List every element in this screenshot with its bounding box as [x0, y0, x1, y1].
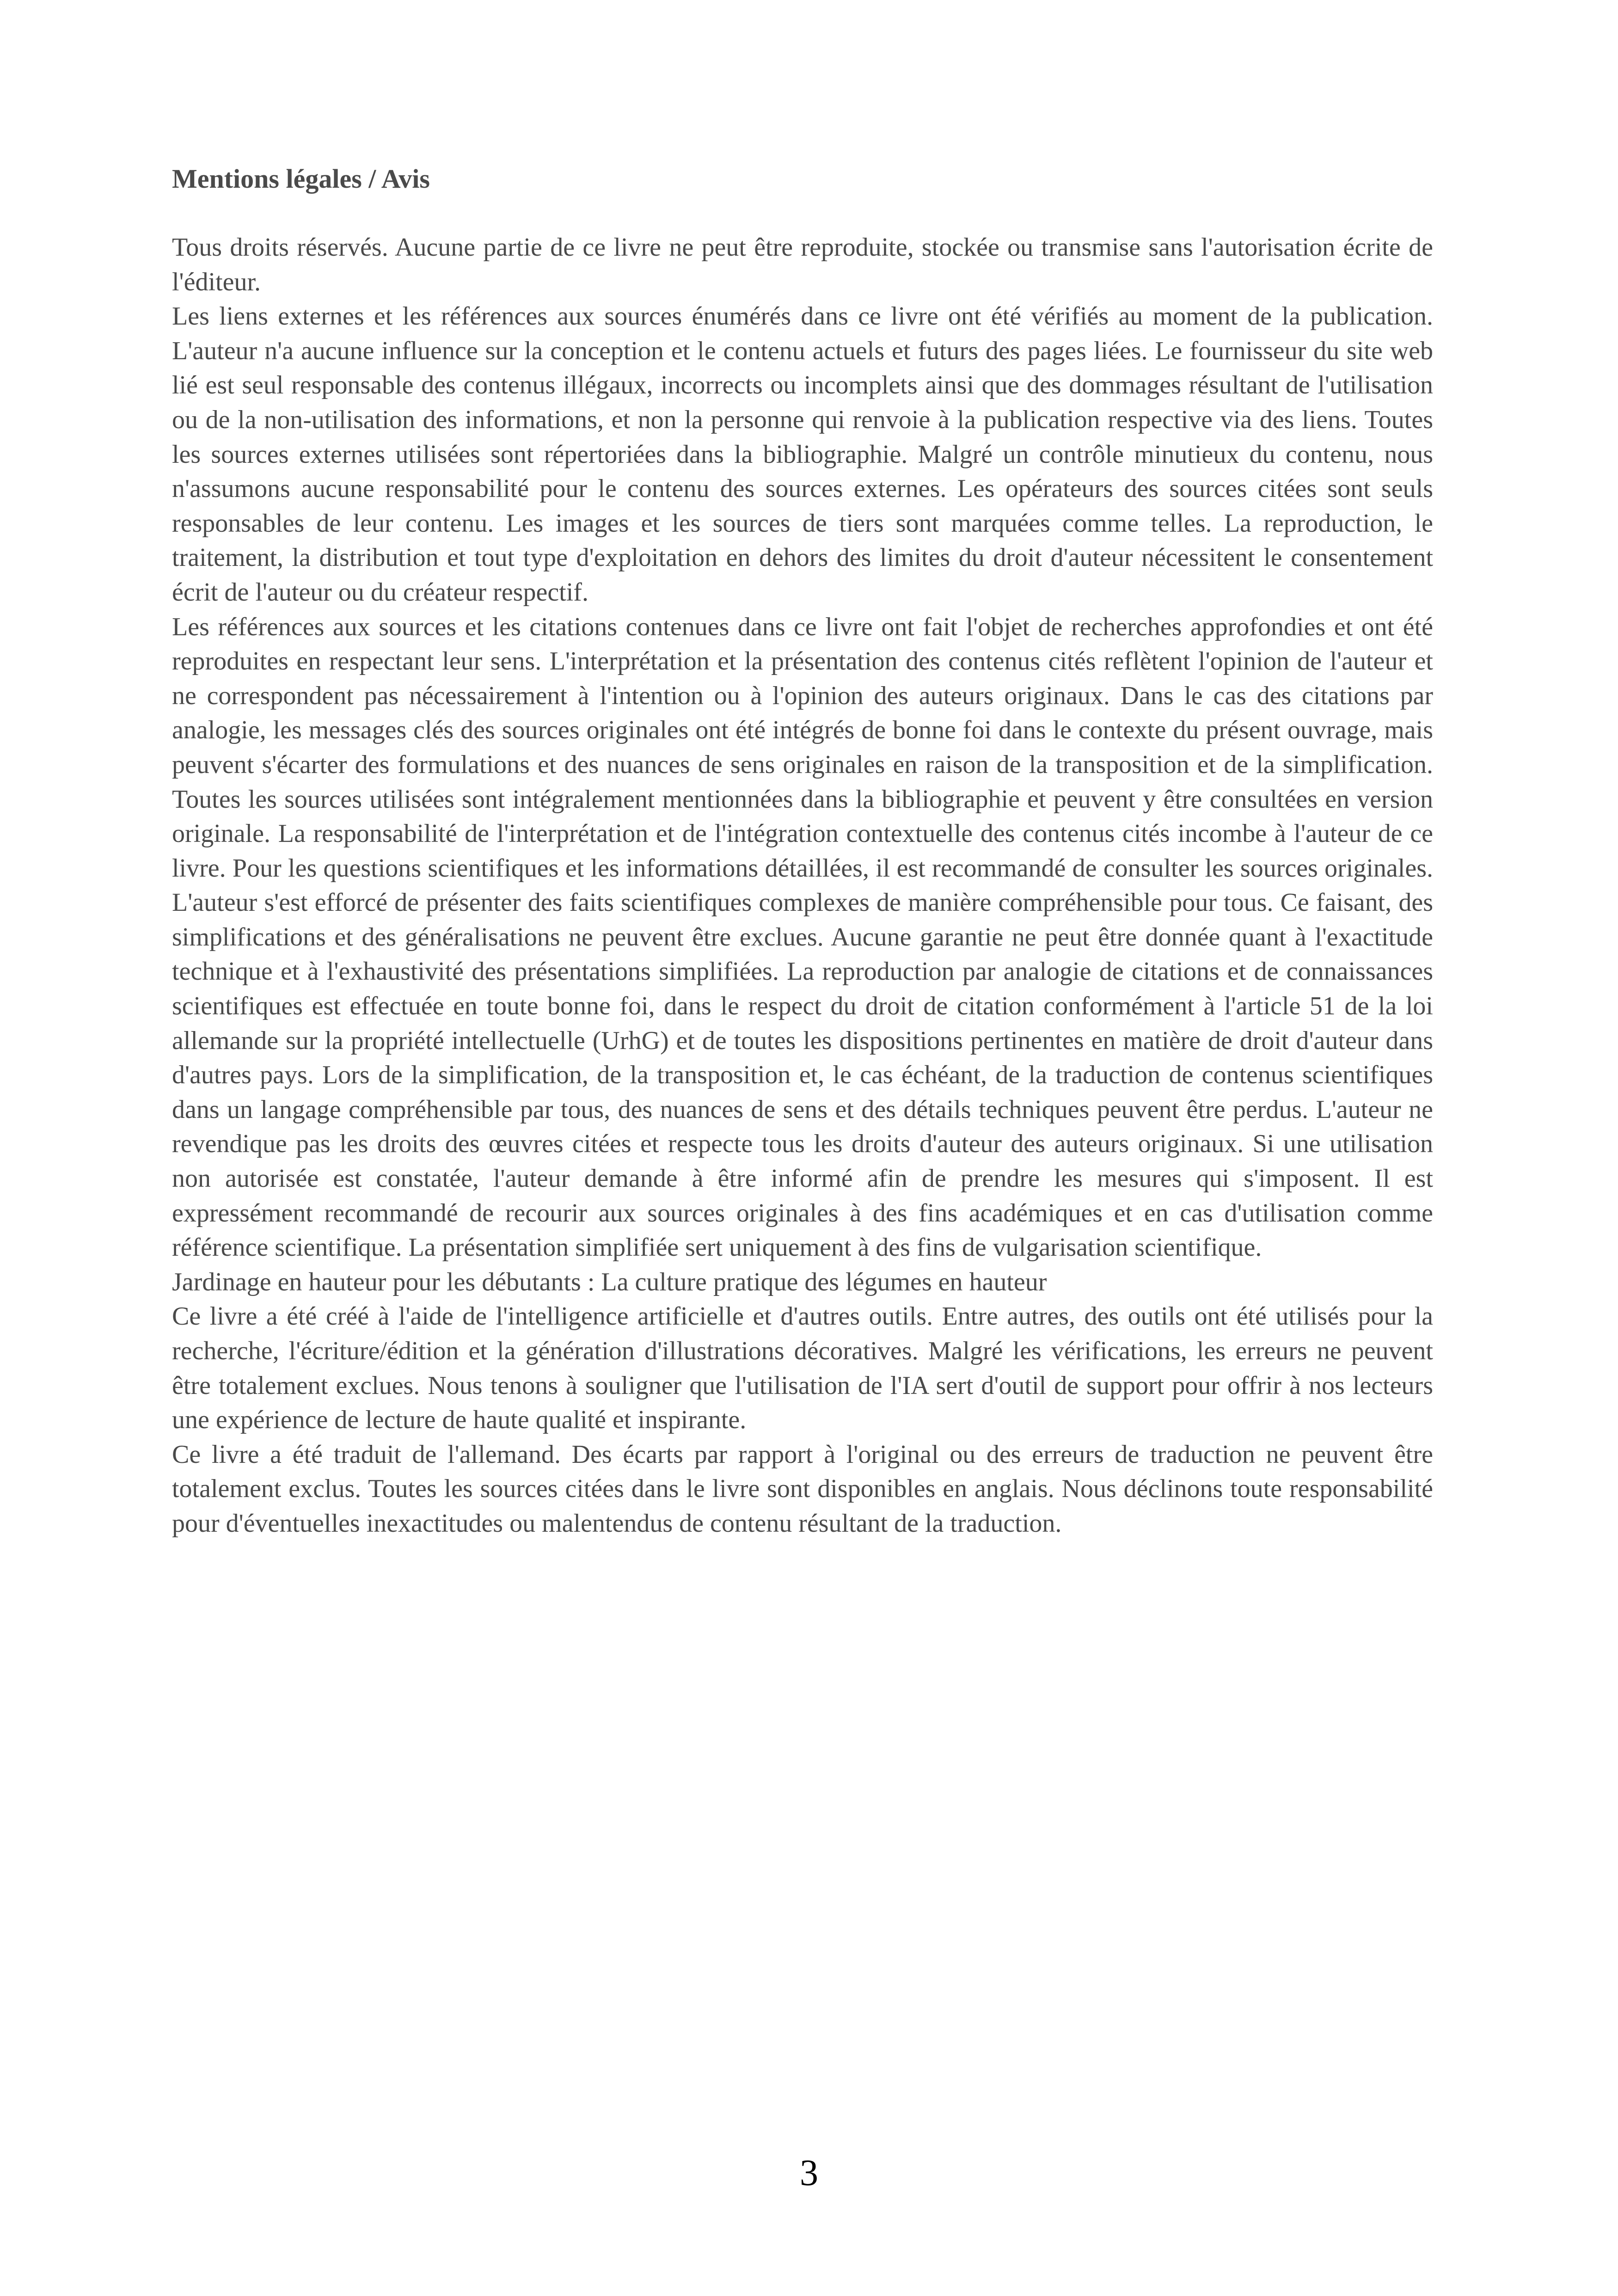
- page-number: 3: [800, 2153, 818, 2193]
- paragraph-citations: Les références aux sources et les citations contenues dans ce livre ont fait l'objet de recherches approfondies et ont été reproduites en respectant leur sens. L'interprétation et la présentation des contenus cités reflètent l'opinion de l'auteur et ne correspondent pas nécessairement à l'intention ou à l'opinion des auteurs originaux. Dans le cas des citations par analogie, les messages clés des sources originales ont été intégrés de bonne foi dans le contexte du présent ouvrage, mais peuvent s'écarter des formulations et des nuances de sens originales en raison de la transposition et de la simplification. Toutes les sources utilisées sont intégralement mentionnées dans la bibliographie et peuvent y être consultées en version originale. La responsabilité de l'interprétation et de l'intégration contextuelle des contenus cités incombe à l'auteur de ce livre. Pour les questions scientifiques et les informations détaillées, il est recommandé de consulter les sources originales. L'auteur s'est efforcé de présenter des faits scientifiques complexes de manière compréhensible pour tous. Ce faisant, des simplifications et des généralisations ne peuvent être exclues. Aucune garantie ne peut être donnée quant à l'exactitude technique et à l'exhaustivité des présentations simplifiées. La reproduction par analogie de citations et de connaissances scientifiques est effectuée en toute bonne foi, dans le respect du droit de citation conformément à l'article 51 de la loi allemande sur la propriété intellectuelle (UrhG) et de toutes les dispositions pertinentes en matière de droit d'auteur dans d'autres pays. Lors de la simplification, de la transposition et, le cas échéant, de la traduction de contenus scientifiques dans un langage compréhensible par tous, des nuances de sens et des détails techniques peuvent être perdus. L'auteur ne revendique pas les droits des œuvres citées et respecte tous les droits d'auteur des auteurs originaux. Si une utilisation non autorisée est constatée, l'auteur demande à être informé afin de prendre les mesures qui s'imposent. Il est expressément recommandé de recourir aux sources originales à des fins académiques et en cas d'utilisation comme référence scientifique. La présentation simplifiée sert uniquement à des fins de vulgarisation scientifique.: [172, 612, 1433, 1262]
- paragraph-book-title: Jardinage en hauteur pour les débutants : La culture pratique des légumes en hauteur: [172, 1267, 1047, 1296]
- page-heading: Mentions légales / Avis: [172, 164, 430, 194]
- paragraph-external-links: Les liens externes et les références aux sources énumérés dans ce livre ont été vérifiés au moment de la publication. L'auteur n'a aucune influence sur la conception et le contenu actuels et futurs des pages liées. Le fournisseur du site web lié est seul responsable des contenus illégaux, incorrects ou incomplets ainsi que des dommages résultant de l'utilisation ou de la non-utilisation des informations, et non la personne qui renvoie à la publication respective via des liens. Toutes les sources externes utilisées sont répertoriées dans la bibliographie. Malgré un contrôle minutieux du contenu, nous n'assumons aucune responsabilité pour le contenu des sources externes. Les opérateurs des sources citées sont seuls responsables de leur contenu. Les images et les sources de tiers sont marquées comme telles. La reproduction, le traitement, la distribution et tout type d'exploitation en dehors des limites du droit d'auteur nécessitent le consentement écrit de l'auteur ou du créateur respectif.: [172, 302, 1433, 607]
- paragraph-ai-notice: Ce livre a été créé à l'aide de l'intelligence artificielle et d'autres outils. Entre autres, des outils ont été utilisés pour la recherche, l'écriture/édition et la génération d'illustrations décoratives. Malgré les vérifications, les erreurs ne peuvent être totalement exclues. Nous tenons à souligner que l'utilisation de l'IA sert d'outil de support pour offrir à nos lecteurs une expérience de lecture de haute qualité et inspirante.: [172, 1302, 1433, 1435]
- legal-notice-body: [172, 162, 1433, 1541]
- paragraph-translation-notice: Ce livre a été traduit de l'allemand. Des écarts par rapport à l'original ou des erreurs de traduction ne peuvent être totalement exclus. Toutes les sources citées dans le livre sont disponibles en anglais. Nous déclinons toute responsabilité pour d'éventuelles inexactitudes ou malentendus de contenu résultant de la traduction.: [172, 1440, 1433, 1538]
- paragraph-rights-reserved: Tous droits réservés. Aucune partie de ce livre ne peut être reproduite, stockée ou transmise sans l'autorisation écrite de l'éditeur.: [172, 233, 1433, 296]
